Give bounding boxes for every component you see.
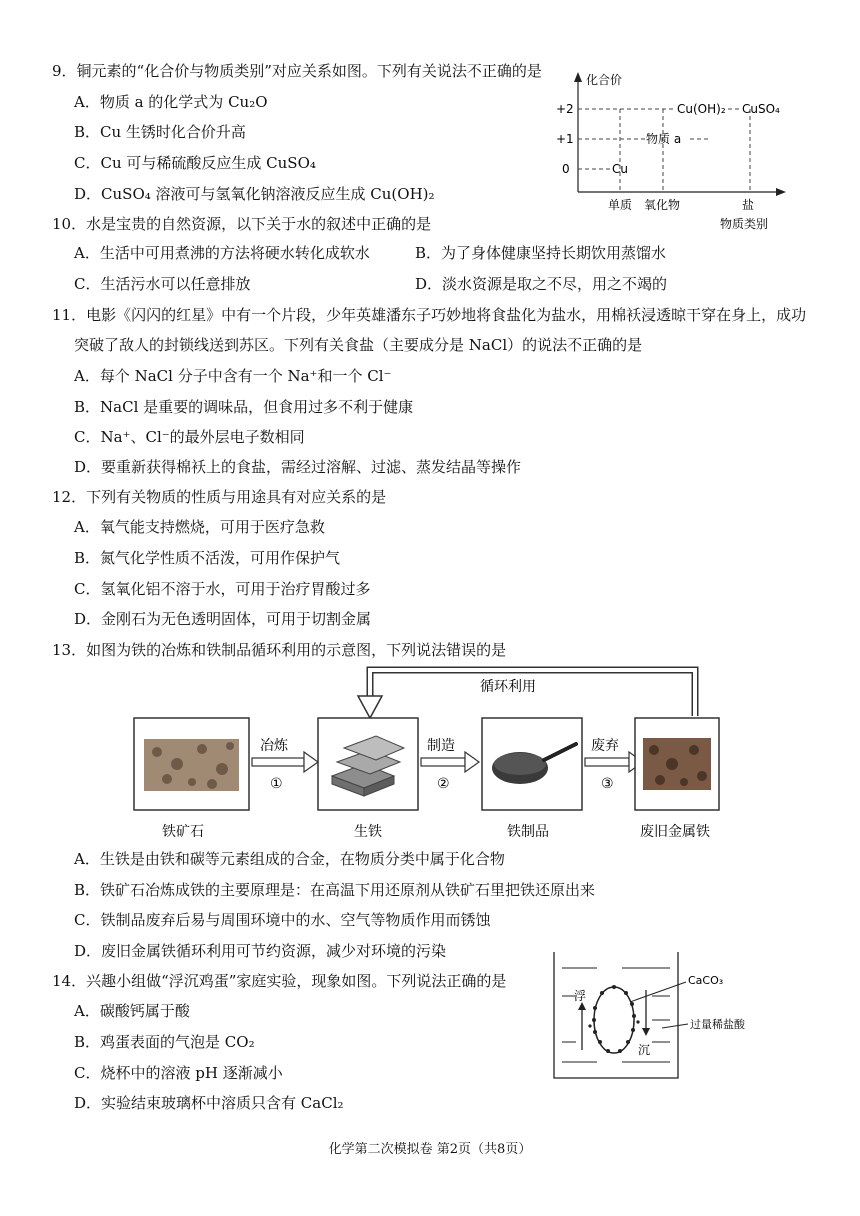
q11-option-c: C．Na⁺、Cl⁻的最外层电子数相同	[74, 428, 305, 446]
xtick: 氧化物	[644, 198, 681, 212]
point-cuoh2: Cu(OH)₂	[677, 102, 726, 116]
label-pig-iron: 生铁	[354, 824, 382, 840]
q9-option-d: D．CuSO₄ 溶液可与氢氧化钠溶液反应生成 Cu(OH)₂	[74, 185, 435, 203]
q12-option-c: C．氢氧化铝不溶于水，可用于治疗胃酸过多	[74, 580, 371, 598]
q9-option-a: A．物质 a 的化学式为 Cu₂O	[74, 93, 268, 111]
q13-option-d: D．废旧金属铁循环利用可节约资源，减少对环境的污染	[74, 942, 447, 960]
q14-option-d: D．实验结束玻璃杯中溶质只含有 CaCl₂	[74, 1094, 344, 1112]
ytick: +2	[556, 102, 574, 116]
label-float: 浮	[574, 989, 587, 1003]
point-cuso4: CuSO₄	[742, 102, 780, 116]
point-a: 物质 a	[646, 132, 682, 146]
q12-option-d: D．金刚石为无色透明固体，可用于切割金属	[74, 610, 372, 628]
step-discard: 废弃	[591, 738, 619, 754]
q14-stem: 14．兴趣小组做“浮沉鸡蛋”家庭实验，现象如图。下列说法正确的是	[52, 972, 507, 990]
point-cu: Cu	[612, 162, 628, 176]
q12-option-a: A．氧气能支持燃烧，可用于医疗急救	[74, 518, 325, 536]
q14-option-b: B．鸡蛋表面的气泡是 CO₂	[74, 1033, 255, 1051]
chart-xlabel: 物质类别	[720, 217, 769, 231]
step-num: ②	[437, 776, 450, 792]
q13-option-b: B．铁矿石冶炼成铁的主要原理是：在高温下用还原剂从铁矿石里把铁还原出来	[74, 881, 596, 899]
q10-option-b: B．为了身体健康坚持长期饮用蒸馏水	[415, 244, 667, 262]
q10-option-c: C．生活污水可以任意排放	[74, 275, 251, 293]
cycle-label: 循环利用	[480, 679, 536, 695]
xtick: 盐	[742, 198, 755, 212]
q11-option-d: D．要重新获得棉袄上的食盐，需经过溶解、过滤、蒸发结晶等操作	[74, 458, 522, 476]
step-num: ③	[601, 776, 614, 792]
xtick: 单质	[608, 198, 633, 212]
q13-stem: 13．如图为铁的冶炼和铁制品循环利用的示意图，下列说法错误的是	[52, 641, 507, 659]
q14-floating-egg-figure	[552, 950, 792, 1090]
q13-option-c: C．铁制品废弃后易与周围环境中的水、空气等物质作用而锈蚀	[74, 911, 491, 929]
label-acid: 过量稀盐酸	[690, 1018, 745, 1031]
q9-option-c: C．Cu 可与稀硫酸反应生成 CuSO₄	[74, 154, 316, 172]
q12-option-b: B．氮气化学性质不活泼，可用作保护气	[74, 549, 341, 567]
q10-option-a: A．生活中可用煮沸的方法将硬水转化成软水	[74, 244, 370, 262]
q11-stem: 11．电影《闪闪的红星》中有一个片段，少年英雄潘东子巧妙地将食盐化为盐水，用棉袄浸透晾干穿在身上，成功	[52, 306, 807, 324]
ytick: +1	[556, 132, 574, 146]
step-make: 制造	[427, 738, 455, 754]
q11-option-b: B．NaCl 是重要的调味品，但食用过多不利于健康	[74, 398, 414, 416]
q13-option-a: A．生铁是由铁和碳等元素组成的合金，在物质分类中属于化合物	[74, 850, 505, 868]
q12-stem: 12．下列有关物质的性质与用途具有对应关系的是	[52, 488, 387, 506]
label-caco3: CaCO₃	[688, 974, 724, 987]
q11-stem-cont: 突破了敌人的封锁线送到苏区。下列有关食盐（主要成分是 NaCl）的说法不正确的是	[74, 336, 643, 354]
step-num: ①	[270, 776, 283, 792]
q9-stem: 9．铜元素的“化合价与物质类别”对应关系如图。下列有关说法不正确的是	[52, 62, 542, 80]
q10-option-d: D．淡水资源是取之不尽，用之不竭的	[415, 275, 668, 293]
q9-valence-chart	[550, 70, 810, 245]
q14-option-c: C．烧杯中的溶液 pH 逐渐减小	[74, 1064, 283, 1082]
page-footer: 化学第二次模拟卷 第2页（共8页）	[328, 1142, 532, 1157]
label-iron-product: 铁制品	[507, 824, 549, 840]
chart-ylabel: 化合价	[586, 73, 623, 87]
q13-iron-cycle-diagram	[132, 664, 722, 844]
q10-stem: 10．水是宝贵的自然资源，以下关于水的叙述中正确的是	[52, 215, 432, 233]
ytick: 0	[562, 162, 570, 176]
q11-option-a: A．每个 NaCl 分子中含有一个 Na⁺和一个 Cl⁻	[74, 367, 392, 385]
label-sink: 沉	[638, 1043, 651, 1057]
label-scrap-iron: 废旧金属铁	[640, 824, 710, 840]
step-smelt: 冶炼	[260, 738, 288, 754]
label-iron-ore: 铁矿石	[162, 824, 204, 840]
q9-option-b: B．Cu 生锈时化合价升高	[74, 123, 246, 141]
q14-option-a: A．碳酸钙属于酸	[74, 1002, 190, 1020]
